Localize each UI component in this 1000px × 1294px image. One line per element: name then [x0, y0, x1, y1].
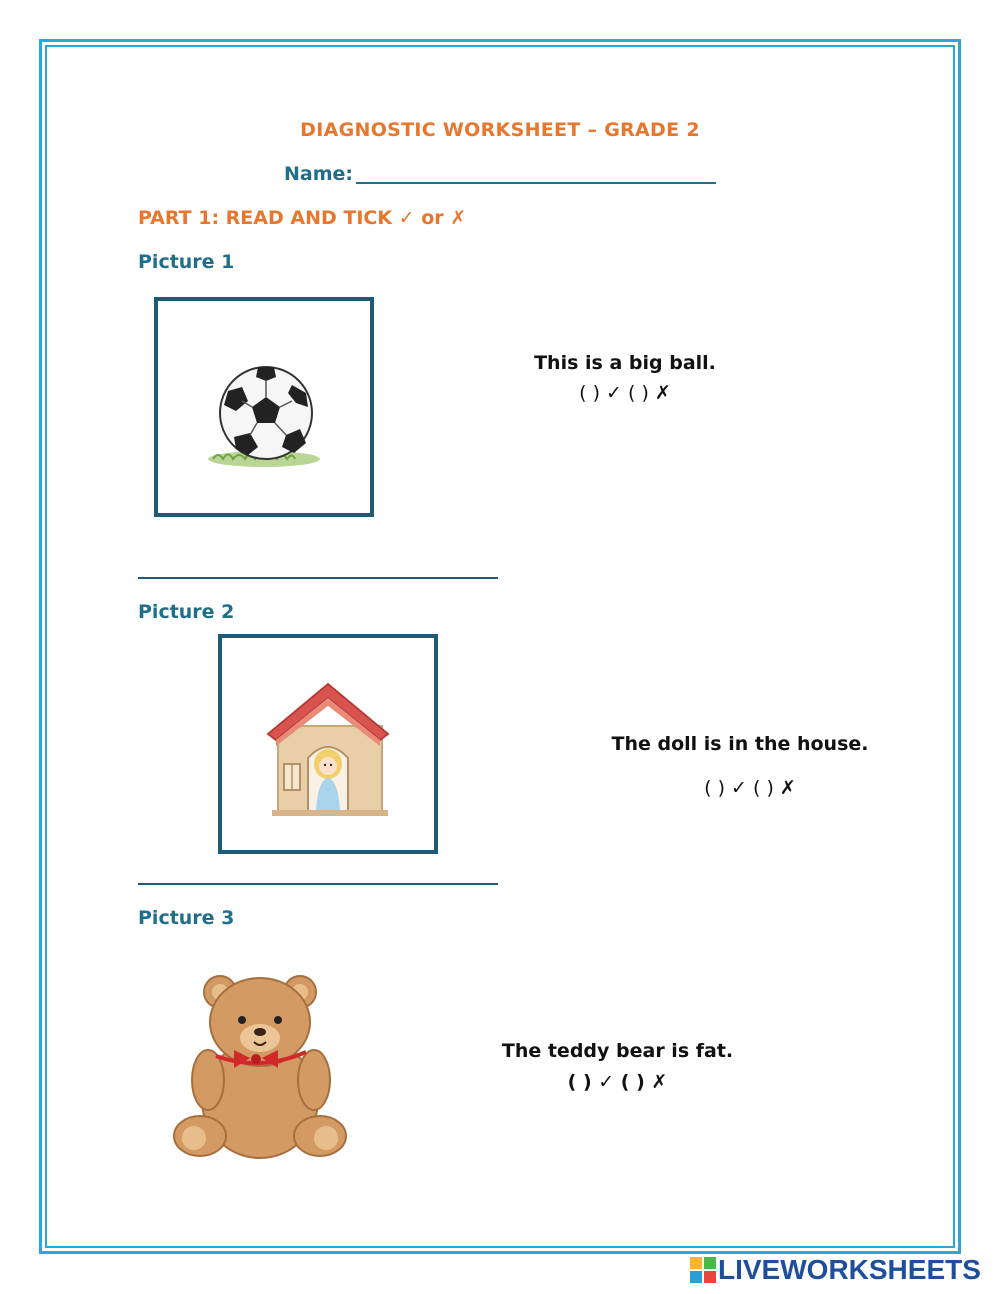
- liveworksheets-logo-icon: [690, 1257, 718, 1283]
- liveworksheets-brand: LIVEWORKSHEETS: [718, 1254, 981, 1285]
- part-title: PART 1: READ AND TICK ✓ or ✗: [138, 207, 467, 229]
- picture-1-sentence: This is a big ball.: [534, 352, 716, 374]
- picture-3-label: Picture 3: [138, 907, 235, 929]
- divider-1: [138, 577, 498, 579]
- picture-2-tick-options[interactable]: ( ) ✓ ( ) ✗: [704, 777, 796, 799]
- divider-2: [138, 883, 498, 885]
- soccer-ball-image: [158, 301, 370, 513]
- picture-1-tick-options[interactable]: ( ) ✓ ( ) ✗: [579, 382, 671, 404]
- name-field[interactable]: [356, 182, 716, 184]
- liveworksheets-logo: [690, 1253, 981, 1287]
- doll-house-image: [222, 638, 434, 850]
- teddy-bear-image: [150, 960, 370, 1175]
- worksheet-title: DIAGNOSTIC WORKSHEET – GRADE 2: [300, 119, 700, 141]
- picture-3-frame: [150, 960, 370, 1175]
- picture-3-sentence: The teddy bear is fat.: [501, 1040, 734, 1062]
- picture-1-frame: [154, 297, 374, 517]
- picture-2-frame: [218, 634, 438, 854]
- picture-1-label: Picture 1: [138, 251, 235, 273]
- picture-3-tick-options[interactable]: ( ) ✓ ( ) ✗: [567, 1071, 668, 1093]
- picture-2-sentence: The doll is in the house.: [611, 733, 869, 755]
- name-label: Name:: [284, 163, 354, 185]
- picture-2-label: Picture 2: [138, 601, 235, 623]
